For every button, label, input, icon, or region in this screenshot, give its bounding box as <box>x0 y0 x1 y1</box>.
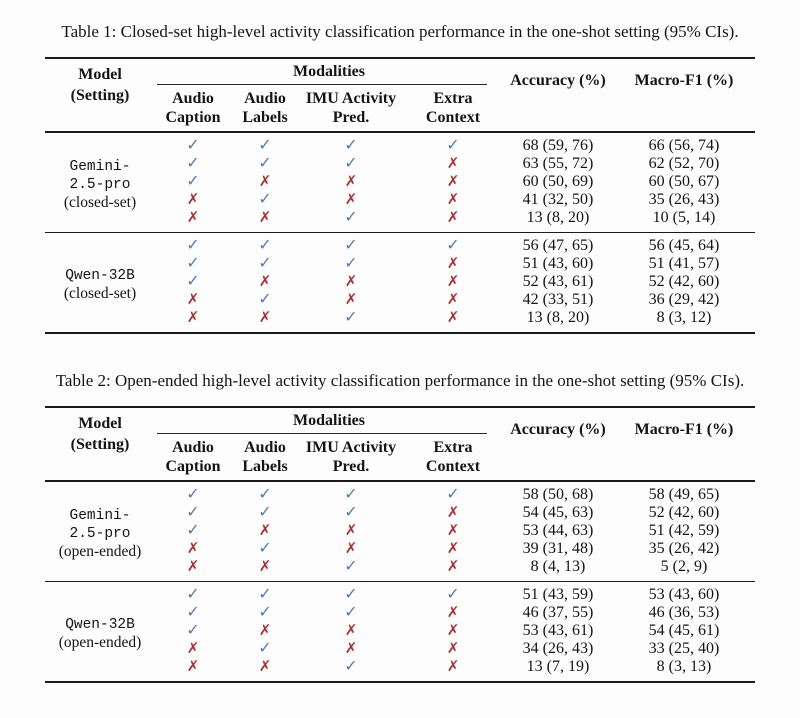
header-line: Model <box>78 415 122 432</box>
header-line: Audio <box>172 439 214 456</box>
cross-icon: ✗ <box>344 174 358 190</box>
macro-f1-value: 66 (56, 74) <box>648 137 720 154</box>
header-line: Audio <box>244 90 286 107</box>
macro-f1-value: 56 (45, 64) <box>648 237 720 254</box>
modalities-header <box>155 407 503 435</box>
check-icon: ✓ <box>186 155 200 172</box>
macro-f1-value: 33 (25, 40) <box>648 640 720 657</box>
accuracy-value: 46 (37, 55) <box>522 604 594 621</box>
cross-icon: ✗ <box>186 559 200 575</box>
check-icon: ✓ <box>186 173 200 190</box>
macro-f1-value: 51 (41, 57) <box>648 255 720 272</box>
col-header-audio-labels <box>231 435 299 481</box>
cross-icon: ✗ <box>344 641 358 657</box>
group-qwen-open-ended <box>45 582 755 683</box>
model-setting: (open-ended) <box>58 542 142 560</box>
check-icon: ✓ <box>344 209 358 226</box>
accuracy-value: 13 (8, 20) <box>526 209 590 226</box>
cross-icon: ✗ <box>258 659 272 675</box>
accuracy-value: 42 (33, 51) <box>522 291 594 308</box>
table-1-caption: Table 1: Closed-set high-level activity classification performance in the one-shot setting (95% CIs). <box>61 22 739 41</box>
header-line: Modalities <box>293 63 365 80</box>
header-line: Caption <box>165 458 221 475</box>
accuracy-value: 41 (32, 50) <box>522 191 594 208</box>
check-icon: ✓ <box>186 237 200 254</box>
header-line: Context <box>425 458 481 475</box>
macro-f1-value: 62 (52, 70) <box>648 155 720 172</box>
macro-f1-header: Macro-F1 (%) <box>634 421 734 438</box>
cross-icon: ✗ <box>344 623 358 639</box>
cross-icon: ✗ <box>446 156 460 172</box>
model-setting-header <box>45 407 155 481</box>
cross-icon: ✗ <box>446 559 460 575</box>
check-icon: ✓ <box>344 504 358 521</box>
header-line: IMU Activity <box>305 90 397 107</box>
cross-icon: ✗ <box>446 523 460 539</box>
model-name: Qwen-32B <box>65 616 135 633</box>
cross-icon: ✗ <box>446 174 460 190</box>
cross-icon: ✗ <box>258 523 272 539</box>
check-icon: ✓ <box>258 640 272 657</box>
check-icon: ✓ <box>258 255 272 272</box>
macro-f1-value: 52 (42, 60) <box>648 273 720 290</box>
cross-icon: ✗ <box>186 659 200 675</box>
accuracy-header: Accuracy (%) <box>510 72 606 89</box>
check-icon: ✓ <box>344 155 358 172</box>
cross-icon: ✗ <box>446 541 460 557</box>
macro-f1-value: 35 (26, 42) <box>648 540 720 557</box>
check-icon: ✓ <box>186 504 200 521</box>
check-icon: ✓ <box>258 586 272 603</box>
check-icon: ✓ <box>344 486 358 503</box>
header-line: (Setting) <box>70 87 130 104</box>
macro-f1-value: 10 (5, 14) <box>652 209 716 226</box>
model-setting-cell <box>45 233 155 334</box>
modalities-underline <box>157 84 487 85</box>
table-1-header <box>45 58 755 132</box>
model-name: 2.5-pro <box>69 525 131 542</box>
group-gemini-open-ended <box>45 481 755 582</box>
cross-icon: ✗ <box>446 641 460 657</box>
cross-icon: ✗ <box>258 274 272 290</box>
check-icon: ✓ <box>186 486 200 503</box>
table-row <box>45 582 755 605</box>
accuracy-value: 58 (50, 68) <box>522 486 594 503</box>
cross-icon: ✗ <box>446 256 460 272</box>
model-setting-cell <box>45 132 155 233</box>
model-name: Gemini- <box>69 507 131 524</box>
accuracy-value: 34 (26, 43) <box>522 640 594 657</box>
check-icon: ✓ <box>344 137 358 154</box>
cross-icon: ✗ <box>186 310 200 326</box>
col-header-extra-context <box>403 435 503 481</box>
accuracy-value: 60 (50, 69) <box>522 173 594 190</box>
header-line: Context <box>425 109 481 126</box>
macro-f1-header: Macro-F1 (%) <box>634 72 734 89</box>
cross-icon: ✗ <box>446 659 460 675</box>
cross-icon: ✗ <box>186 210 200 226</box>
check-icon: ✓ <box>186 604 200 621</box>
accuracy-value: 68 (59, 76) <box>522 137 594 154</box>
table-1-closed-set <box>45 57 755 334</box>
model-setting: (open-ended) <box>58 633 142 651</box>
cross-icon: ✗ <box>344 192 358 208</box>
check-icon: ✓ <box>446 237 460 254</box>
accuracy-value: 54 (45, 63) <box>522 504 594 521</box>
cross-icon: ✗ <box>446 274 460 290</box>
model-setting-cell <box>45 481 155 582</box>
check-icon: ✓ <box>258 237 272 254</box>
macro-f1-value: 53 (43, 60) <box>648 586 720 603</box>
model-name: Gemini- <box>69 158 131 175</box>
cross-icon: ✗ <box>446 623 460 639</box>
cross-icon: ✗ <box>186 541 200 557</box>
cross-icon: ✗ <box>186 641 200 657</box>
header-row-1 <box>45 407 755 435</box>
macro-f1-value: 54 (45, 61) <box>648 622 720 639</box>
table-2-caption: Table 2: Open-ended high-level activity classification performance in the one-shot setting (95% CIs). <box>55 371 745 390</box>
accuracy-value: 53 (44, 63) <box>522 522 594 539</box>
check-icon: ✓ <box>258 155 272 172</box>
header-line: Audio <box>244 439 286 456</box>
accuracy-value: 51 (43, 60) <box>522 255 594 272</box>
accuracy-value: 8 (4, 13) <box>530 558 586 575</box>
modalities-header <box>155 58 503 86</box>
header-line: Labels <box>242 458 288 475</box>
check-icon: ✓ <box>186 586 200 603</box>
check-icon: ✓ <box>258 137 272 154</box>
check-icon: ✓ <box>344 658 358 675</box>
model-name: Qwen-32B <box>65 267 135 284</box>
check-icon: ✓ <box>186 273 200 290</box>
header-line: Modalities <box>293 412 365 429</box>
model-setting: (closed-set) <box>63 284 137 302</box>
header-line: Labels <box>242 109 288 126</box>
check-icon: ✓ <box>344 586 358 603</box>
macro-f1-value: 52 (42, 60) <box>648 504 720 521</box>
check-icon: ✓ <box>344 558 358 575</box>
cross-icon: ✗ <box>258 210 272 226</box>
table-2-header <box>45 407 755 481</box>
accuracy-value: 39 (31, 48) <box>522 540 594 557</box>
accuracy-value: 51 (43, 59) <box>522 586 594 603</box>
macro-f1-value: 8 (3, 12) <box>656 309 712 326</box>
cross-icon: ✗ <box>258 623 272 639</box>
cross-icon: ✗ <box>446 505 460 521</box>
macro-f1-value: 58 (49, 65) <box>648 486 720 503</box>
check-icon: ✓ <box>186 137 200 154</box>
cross-icon: ✗ <box>344 523 358 539</box>
macro-f1-value: 51 (42, 59) <box>648 522 720 539</box>
cross-icon: ✗ <box>344 292 358 308</box>
header-line: Pred. <box>332 109 370 126</box>
check-icon: ✓ <box>344 604 358 621</box>
accuracy-value: 13 (7, 19) <box>526 658 590 675</box>
check-icon: ✓ <box>446 586 460 603</box>
cross-icon: ✗ <box>446 192 460 208</box>
macro-f1-value: 35 (26, 43) <box>648 191 720 208</box>
cross-icon: ✗ <box>258 310 272 326</box>
cross-icon: ✗ <box>344 541 358 557</box>
header-line: Audio <box>172 90 214 107</box>
group-qwen-closed-set <box>45 233 755 334</box>
table-row <box>45 233 755 256</box>
header-line: Extra <box>433 90 473 107</box>
accuracy-value: 63 (55, 72) <box>522 155 594 172</box>
cross-icon: ✗ <box>446 292 460 308</box>
check-icon: ✓ <box>344 309 358 326</box>
header-line: IMU Activity <box>305 439 397 456</box>
model-setting-header <box>45 58 155 132</box>
cross-icon: ✗ <box>446 310 460 326</box>
cross-icon: ✗ <box>258 559 272 575</box>
group-gemini-closed-set <box>45 132 755 233</box>
macro-f1-value: 60 (50, 67) <box>648 173 720 190</box>
check-icon: ✓ <box>258 540 272 557</box>
accuracy-value: 52 (43, 61) <box>522 273 594 290</box>
header-line: Extra <box>433 439 473 456</box>
cross-icon: ✗ <box>446 210 460 226</box>
col-header-extra-context <box>403 86 503 132</box>
accuracy-value: 53 (43, 61) <box>522 622 594 639</box>
header-line: Pred. <box>332 458 370 475</box>
check-icon: ✓ <box>258 604 272 621</box>
check-icon: ✓ <box>446 486 460 503</box>
check-icon: ✓ <box>446 137 460 154</box>
check-icon: ✓ <box>258 191 272 208</box>
macro-f1-value: 5 (2, 9) <box>660 558 708 575</box>
accuracy-value: 13 (8, 20) <box>526 309 590 326</box>
col-header-imu-activity-pred <box>299 86 403 132</box>
table-2-open-ended <box>45 406 755 683</box>
macro-f1-value: 8 (3, 13) <box>656 658 712 675</box>
macro-f1-value: 36 (29, 42) <box>648 291 720 308</box>
col-header-audio-caption <box>155 435 231 481</box>
check-icon: ✓ <box>258 504 272 521</box>
check-icon: ✓ <box>344 237 358 254</box>
cross-icon: ✗ <box>186 292 200 308</box>
header-line: (Setting) <box>70 436 130 453</box>
header-row-1 <box>45 58 755 86</box>
model-setting-cell <box>45 582 155 683</box>
macro-f1-value: 46 (36, 53) <box>648 604 720 621</box>
check-icon: ✓ <box>344 255 358 272</box>
model-setting: (closed-set) <box>63 193 137 211</box>
col-header-audio-labels <box>231 86 299 132</box>
modalities-underline <box>157 433 487 434</box>
header-line: Model <box>78 66 122 83</box>
check-icon: ✓ <box>186 255 200 272</box>
check-icon: ✓ <box>258 291 272 308</box>
check-icon: ✓ <box>258 486 272 503</box>
cross-icon: ✗ <box>446 605 460 621</box>
cross-icon: ✗ <box>186 192 200 208</box>
table-row <box>45 132 755 155</box>
col-header-audio-caption <box>155 86 231 132</box>
accuracy-value: 56 (47, 65) <box>522 237 594 254</box>
table-row <box>45 481 755 504</box>
accuracy-header: Accuracy (%) <box>510 421 606 438</box>
check-icon: ✓ <box>186 522 200 539</box>
cross-icon: ✗ <box>258 174 272 190</box>
col-header-imu-activity-pred <box>299 435 403 481</box>
check-icon: ✓ <box>186 622 200 639</box>
header-line: Caption <box>165 109 221 126</box>
model-name: 2.5-pro <box>69 176 131 193</box>
cross-icon: ✗ <box>344 274 358 290</box>
